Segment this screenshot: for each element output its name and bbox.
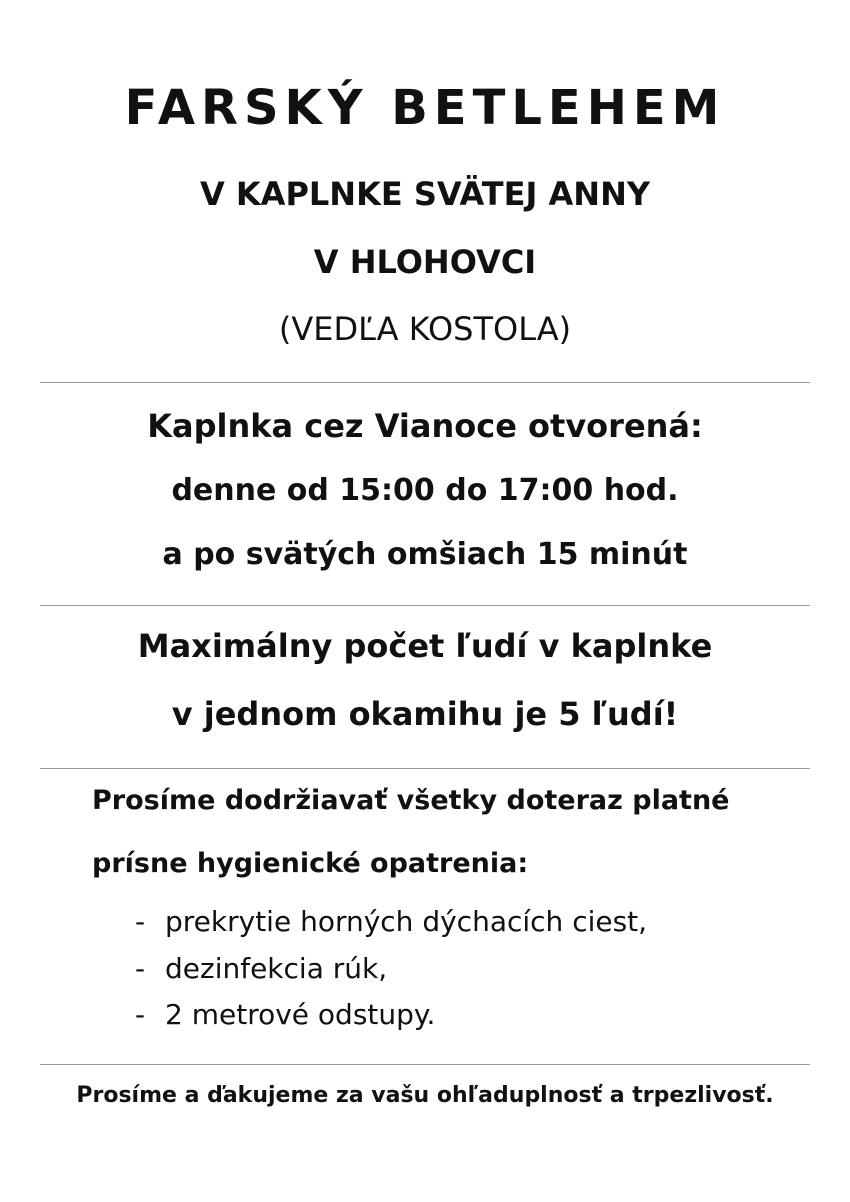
divider-4	[40, 1064, 810, 1065]
poster-title: FARSKÝ BETLEHEM	[124, 80, 726, 136]
location-note: (VEDĽA KOSTOLA)	[278, 310, 572, 348]
list-dash: -	[135, 905, 146, 938]
divider-2	[40, 605, 810, 606]
list-dash: -	[135, 952, 146, 985]
list-item	[135, 998, 435, 1031]
list-dash: -	[135, 998, 146, 1031]
hygiene-intro-2: prísne hygienické opatrenia:	[92, 848, 529, 879]
list-item	[135, 952, 387, 985]
opening-extra: a po svätých omšiach 15 minút	[162, 537, 688, 572]
capacity-line-1: Maximálny počet ľudí v kaplnke	[137, 627, 713, 665]
divider-3	[40, 768, 810, 769]
town-name: V HLOHOVCI	[313, 243, 537, 281]
list-item-text: dezinfekcia rúk,	[165, 952, 388, 985]
capacity-line-2: v jednom okamihu je 5 ľudí!	[171, 695, 679, 733]
chapel-name: V KAPLNKE SVÄTEJ ANNY	[199, 175, 651, 213]
footer-thanks: Prosíme a ďakujeme za vašu ohľaduplnosť a trpezlivosť.	[76, 1083, 774, 1108]
list-item	[135, 905, 647, 938]
opening-title: Kaplnka cez Vianoce otvorená:	[147, 407, 703, 445]
opening-hours: denne od 15:00 do 17:00 hod.	[171, 473, 679, 508]
divider-1	[40, 382, 810, 383]
hygiene-intro-1: Prosíme dodržiavať všetky doteraz platné	[92, 785, 730, 816]
list-item-text: 2 metrové odstupy.	[165, 998, 436, 1031]
list-item-text: prekrytie horných dýchacích ciest,	[165, 905, 648, 938]
